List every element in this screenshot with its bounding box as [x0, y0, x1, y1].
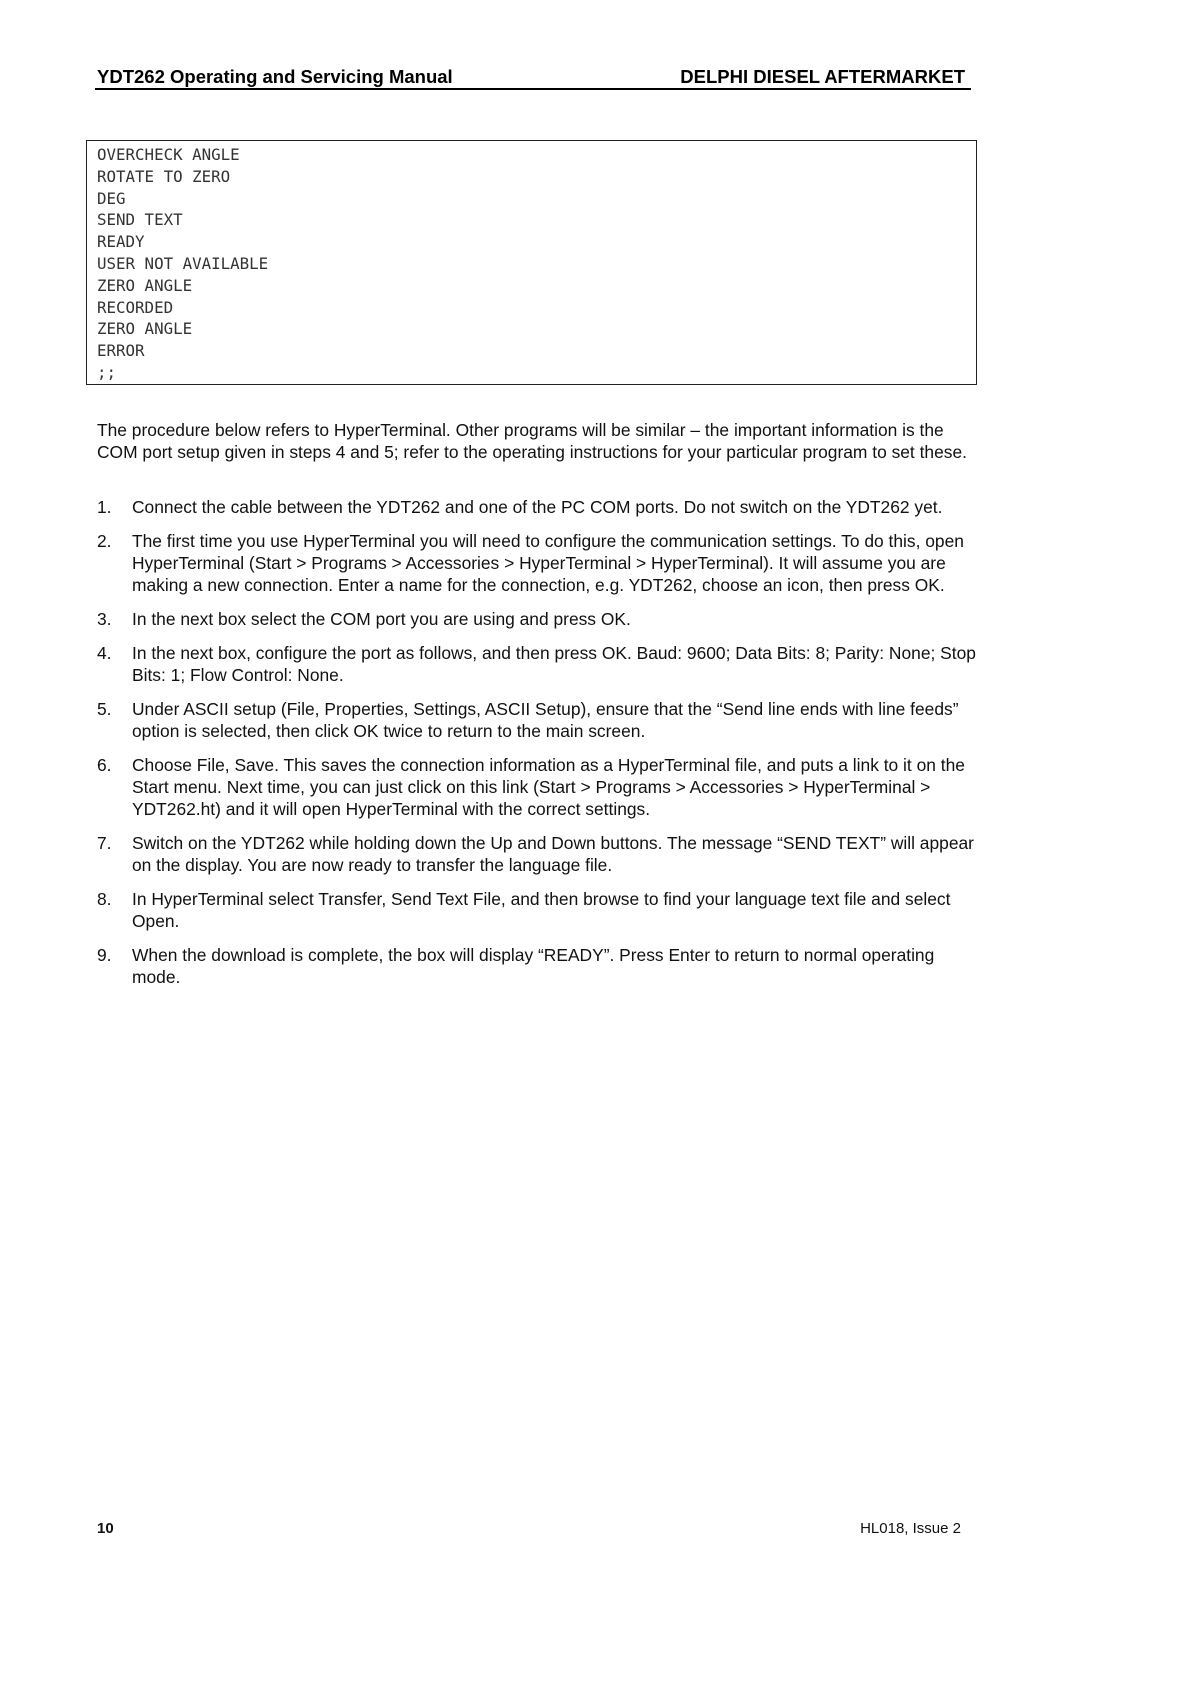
code-line: DEG — [97, 188, 126, 208]
page-number: 10 — [97, 1520, 114, 1537]
step-number: 8. — [97, 889, 112, 909]
intro-paragraph: The procedure below refers to HyperTerminal. Other programs will be similar – the important information is the COM port setup given in steps 4 and 5; refer to the operating instructions for your particular program to set these. — [97, 420, 967, 462]
procedure-step — [97, 530, 977, 596]
code-line: READY — [97, 232, 145, 252]
step-text: Under ASCII setup (File, Properties, Settings, ASCII Setup), ensure that the “Send line ends with line feeds” option is selected, then click OK twice to return to the main screen. — [132, 699, 959, 741]
procedure-step — [97, 496, 977, 518]
step-number: 2. — [97, 531, 112, 551]
step-number: 7. — [97, 833, 112, 853]
procedure-step — [97, 698, 977, 742]
code-line: USER NOT AVAILABLE — [97, 253, 269, 273]
procedure-step — [97, 608, 977, 630]
step-number: 9. — [97, 945, 112, 965]
document-issue: HL018, Issue 2 — [860, 1520, 961, 1537]
code-line: ZERO ANGLE — [97, 319, 193, 339]
code-line: ROTATE TO ZERO — [97, 166, 231, 186]
step-number: 5. — [97, 699, 112, 719]
step-number: 4. — [97, 643, 112, 663]
code-line: ERROR — [97, 341, 145, 361]
step-number: 6. — [97, 755, 112, 775]
step-text: Switch on the YDT262 while holding down the Up and Down buttons. The message “SEND TEXT” will appear on the display. You are now ready to transfer the language file. — [132, 833, 974, 875]
step-text: When the download is complete, the box will display “READY”. Press Enter to return to normal operating mode. — [132, 945, 935, 987]
code-line: OVERCHECK ANGLE — [97, 145, 240, 164]
procedure-step — [97, 754, 977, 820]
manual-title: YDT262 Operating and Servicing Manual — [97, 66, 453, 87]
step-number: 1. — [97, 497, 112, 517]
step-text: In the next box select the COM port you are using and press OK. — [132, 609, 631, 629]
procedure-step — [97, 642, 977, 686]
step-text: Choose File, Save. This saves the connection information as a HyperTerminal file, and puts a link to it on the Start menu. Next time, you can just click on this link (Start > Programs > Accessories > HyperTerminal > YDT262.ht) and it will open HyperTerminal with the correct settings. — [132, 755, 965, 819]
code-line: SEND TEXT — [97, 210, 183, 230]
code-line: ;; — [97, 362, 117, 382]
procedure-steps — [97, 496, 977, 1000]
procedure-step — [97, 832, 977, 876]
company-name: DELPHI DIESEL AFTERMARKET — [680, 66, 965, 87]
display-messages-box — [86, 140, 977, 385]
procedure-step — [97, 944, 977, 988]
step-text: Connect the cable between the YDT262 and one of the PC COM ports. Do not switch on the YDT262 yet. — [132, 497, 943, 517]
step-text: In HyperTerminal select Transfer, Send Text File, and then browse to find your language text file and select Open. — [132, 889, 951, 931]
code-line: ZERO ANGLE — [97, 275, 193, 295]
page-header — [95, 62, 971, 90]
step-text: In the next box, configure the port as follows, and then press OK. Baud: 9600; Data Bits: 8; Parity: None; Stop Bits: 1; Flow Control: None. — [132, 643, 976, 685]
code-line: RECORDED — [97, 297, 174, 317]
procedure-step — [97, 888, 977, 932]
step-text: The first time you use HyperTerminal you will need to configure the communication settings. To do this, open HyperTerminal (Start > Programs > Accessories > HyperTerminal > HyperTerminal). It will assume you are making a new connection. Enter a name for the connection, e.g. YDT262, choose an icon, then press OK. — [132, 531, 964, 595]
step-number: 3. — [97, 609, 112, 629]
